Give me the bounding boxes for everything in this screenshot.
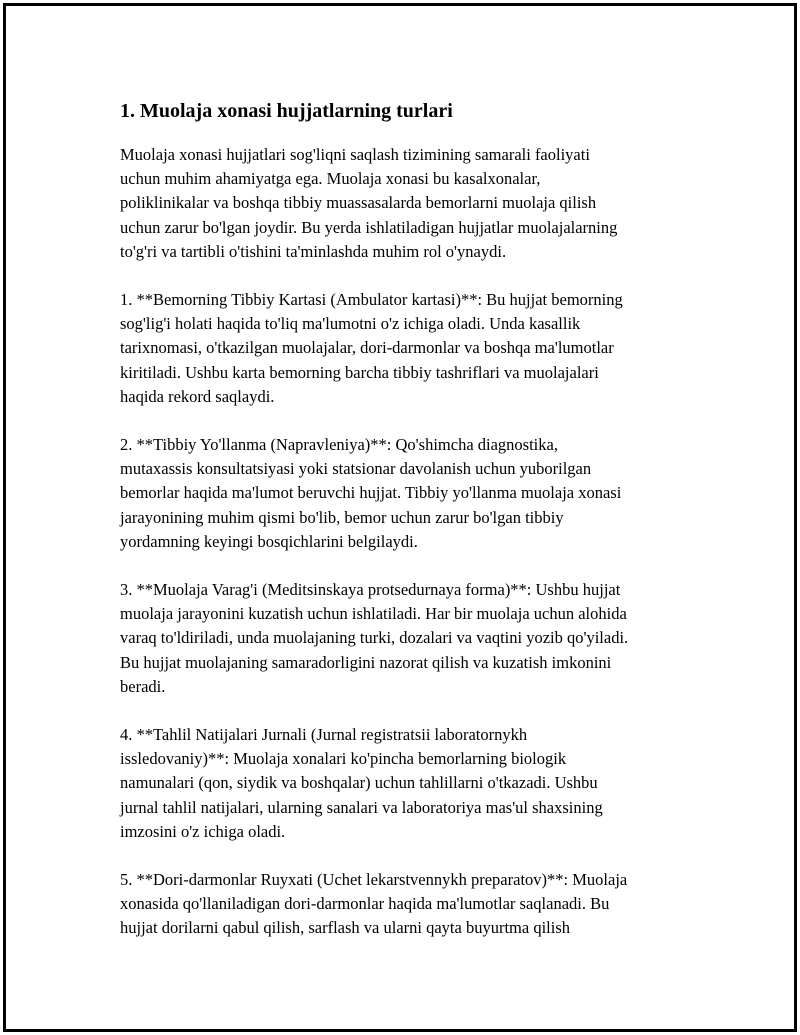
- list-paragraph-1: [120, 288, 700, 409]
- text-line: sog'lig'i holati haqida to'liq ma'lumotni o'z ichiga oladi. Unda kasallik: [120, 314, 581, 334]
- document-content: [120, 99, 700, 965]
- text-line: uchun muhim ahamiyatga ega. Muolaja xonasi bu kasalxonalar,: [120, 169, 541, 189]
- text-line: namunalari (qon, siydik va boshqalar) uchun tahlillarni o'tkazadi. Ushbu: [120, 773, 598, 793]
- text-line: imzosini o'z ichiga oladi.: [120, 821, 286, 841]
- text-line: poliklinikalar va boshqa tibbiy muassasalarda bemorlarni muolaja qilish: [120, 193, 597, 213]
- text-line: 2. **Tibbiy Yo'llanma (Napravleniya)**: Qo'shimcha diagnostika,: [120, 435, 558, 455]
- text-line: 3. **Muolaja Varag'i (Meditsinskaya protsedurnaya forma)**: Ushbu hujjat: [120, 580, 621, 600]
- text-line: muolaja jarayonini kuzatish uchun ishlatiladi. Har bir muolaja uchun alohida: [120, 604, 627, 624]
- list-paragraph-4: [120, 723, 700, 844]
- list-paragraph-2: [120, 433, 700, 554]
- text-line: jarayonining muhim qismi bo'lib, bemor uchun zarur bo'lgan tibbiy: [120, 507, 564, 527]
- text-line: kiritiladi. Ushbu karta bemorning barcha tibbiy tashriflari va muolajalari: [120, 362, 599, 382]
- text-line: uchun zarur bo'lgan joydir. Bu yerda ishlatiladigan hujjatlar muolajalarning: [120, 217, 618, 237]
- text-line: haqida rekord saqlaydi.: [120, 386, 275, 406]
- text-line: issledovaniy)**: Muolaja xonalari ko'pincha bemorlarning biologik: [120, 749, 567, 769]
- text-line: bemorlar haqida ma'lumot beruvchi hujjat. Tibbiy yo'llanma muolaja xonasi: [120, 483, 622, 503]
- text-line: jurnal tahlil natijalari, ularning sanalari va laboratoriya mas'ul shaxsining: [120, 797, 603, 817]
- list-paragraph-3: [120, 578, 700, 699]
- text-line: xonasida qo'llaniladigan dori-darmonlar haqida ma'lumotlar saqlanadi. Bu: [120, 894, 610, 914]
- text-line: varaq to'ldiriladi, unda muolajaning turki, dozalari va vaqtini yozib qo'yiladi.: [120, 628, 629, 648]
- text-line: 1. **Bemorning Tibbiy Kartasi (Ambulator kartasi)**: Bu hujjat bemorning: [120, 290, 623, 310]
- text-line: yordamning keyingi bosqichlarini belgilaydi.: [120, 531, 418, 551]
- text-line: 4. **Tahlil Natijalari Jurnali (Jurnal registratsii laboratornykh: [120, 725, 528, 745]
- text-line: mutaxassis konsultatsiyasi yoki statsionar davolanish uchun yuborilgan: [120, 459, 592, 479]
- text-line: tarixnomasi, o'tkazilgan muolajalar, dori-darmonlar va boshqa ma'lumotlar: [120, 338, 614, 358]
- document-page: [3, 3, 797, 1032]
- list-paragraph-5: [120, 868, 700, 941]
- text-line: beradi.: [120, 676, 166, 696]
- text-line: hujjat dorilarni qabul qilish, sarflash va ularni qayta buyurtma qilish: [120, 918, 570, 938]
- text-line: Muolaja xonasi hujjatlari sog'liqni saqlash tizimining samarali faoliyati: [120, 145, 590, 164]
- section-heading: 1. Muolaja xonasi hujjatlarning turlari: [120, 100, 453, 122]
- text-line: Bu hujjat muolajaning samaradorligini nazorat qilish va kuzatish imkonini: [120, 652, 612, 672]
- text-line: 5. **Dori-darmonlar Ruyxati (Uchet lekarstvennykh preparatov)**: Muolaja: [120, 870, 628, 890]
- intro-paragraph: [120, 143, 700, 264]
- text-line: to'g'ri va tartibli o'tishini ta'minlashda muhim rol o'ynaydi.: [120, 241, 507, 261]
